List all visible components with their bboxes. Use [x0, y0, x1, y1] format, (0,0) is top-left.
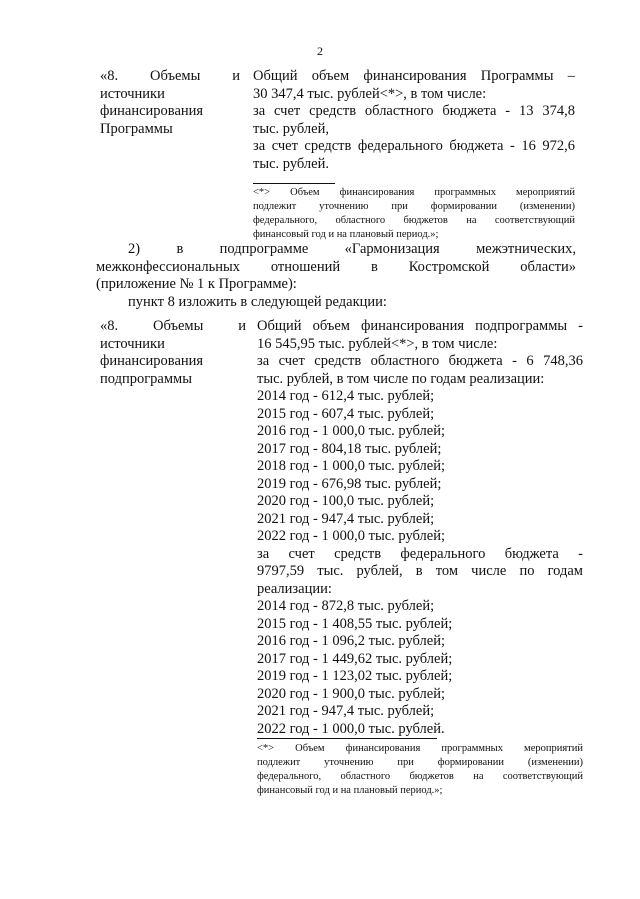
- block2-item-line3: финансирования: [100, 353, 204, 369]
- block2-text-line: за счет средств областного бюджета - 6 748,36: [257, 353, 583, 369]
- block2-year-line: 2015 год - 607,4 тыс. рублей;: [257, 405, 435, 422]
- block1-text-line: тыс. рублей,: [253, 120, 329, 137]
- block2-year-line: 2015 год - 1 408,55 тыс. рублей;: [257, 615, 453, 632]
- footnote-line: подлежит уточнению при формировании (изменении): [253, 201, 575, 212]
- block2-text-line: за счет средств федерального бюджета -: [257, 545, 583, 562]
- paragraph-line: 2) в подпрограмме «Гармонизация межэтнических,: [128, 241, 576, 257]
- footnote-separator: [257, 738, 437, 739]
- block1-item-word: Объемы: [150, 68, 201, 84]
- block2-text-line: 16 545,95 тыс. рублей<*>, в том числе:: [257, 335, 498, 352]
- block2-footnote: [257, 742, 583, 798]
- block2-year-line: 2014 год - 612,4 тыс. рублей;: [257, 388, 435, 404]
- footnote-line: <*> Объем финансирования программных мероприятий: [257, 743, 583, 754]
- block2-year-line: 2018 год - 1 000,0 тыс. рублей;: [257, 458, 445, 474]
- block2-year-line: 2019 год - 676,98 тыс. рублей;: [257, 475, 442, 492]
- block1-text-line: за счет средств областного бюджета - 13 374,8: [253, 103, 575, 119]
- block2-text-line: реализации:: [257, 580, 332, 597]
- block2-year-line: 2017 год - 804,18 тыс. рублей;: [257, 440, 442, 457]
- block2-item-and: и: [238, 318, 246, 334]
- footnote-line: федерального, областного бюджетов на соответствующий: [253, 215, 575, 226]
- footnote-line: финансовый год и на плановый период.»;: [253, 229, 439, 240]
- block2-year-line: 2021 год - 947,4 тыс. рублей;: [257, 510, 435, 527]
- block2-year-line: 2016 год - 1 000,0 тыс. рублей;: [257, 423, 445, 439]
- block1-item-line2: источники: [100, 85, 165, 102]
- block1-item-line4: Программы: [100, 120, 173, 137]
- block2-year-line: 2020 год - 100,0 тыс. рублей;: [257, 493, 435, 509]
- footnote-line: <*> Объем финансирования программных мероприятий: [253, 187, 575, 198]
- block2-year-line: 2021 год - 947,4 тыс. рублей;: [257, 703, 435, 719]
- footnote-line: подлежит уточнению при формировании (изменении): [257, 757, 583, 768]
- block2-year-line: 2014 год - 872,8 тыс. рублей;: [257, 598, 435, 614]
- block2-right-column: [257, 318, 583, 738]
- block2-text-line: тыс. рублей, в том числе по годам реализации:: [257, 370, 545, 387]
- block2-text-line: Общий объем финансирования подпрограммы -: [257, 318, 583, 334]
- paragraph: [96, 241, 576, 311]
- block1-text-line: Общий объем финансирования Программы –: [253, 68, 575, 84]
- page-number: 2: [317, 44, 323, 58]
- block2-year-line: 2022 год - 1 000,0 тыс. рублей;: [257, 528, 445, 544]
- block1-text-line: за счет средств федерального бюджета - 16 972,6: [253, 138, 575, 154]
- block1-left-column: [100, 68, 240, 138]
- footnote-separator: [253, 183, 335, 184]
- footnote-line: федерального, областного бюджетов на соответствующий: [257, 771, 583, 782]
- block1-right-column: [253, 68, 575, 173]
- block2-item-word: Объемы: [153, 318, 204, 334]
- block2-year-line: 2016 год - 1 096,2 тыс. рублей;: [257, 633, 445, 649]
- block1-footnote: [253, 186, 575, 242]
- block1-item-line3: финансирования: [100, 103, 204, 119]
- block2-item-number: «8.: [100, 318, 119, 334]
- footnote-line: финансовый год и на плановый период.»;: [257, 785, 443, 796]
- block2-item-line4: подпрограммы: [100, 370, 192, 387]
- block2-item-line2: источники: [100, 335, 165, 352]
- paragraph-line: (приложение № 1 к Программе):: [96, 276, 297, 292]
- block2-left-column: [100, 318, 246, 388]
- block1-item-and: и: [232, 68, 240, 84]
- block1-text-line: 30 347,4 тыс. рублей<*>, в том числе:: [253, 85, 487, 102]
- block2-year-line: 2019 год - 1 123,02 тыс. рублей;: [257, 668, 453, 684]
- block1-item-number: «8.: [100, 68, 119, 84]
- block1-text-line: тыс. рублей.: [253, 155, 329, 172]
- paragraph-line: пункт 8 изложить в следующей редакции:: [128, 293, 387, 310]
- block2-year-line: 2020 год - 1 900,0 тыс. рублей;: [257, 685, 445, 702]
- block2-year-line: 2017 год - 1 449,62 тыс. рублей;: [257, 650, 453, 667]
- paragraph-line: межконфессиональных отношений в Костромской области»: [96, 258, 576, 275]
- block2-text-line: 9797,59 тыс. рублей, в том числе по годам: [257, 563, 583, 579]
- block2-year-line: 2022 год - 1 000,0 тыс. рублей.: [257, 720, 445, 737]
